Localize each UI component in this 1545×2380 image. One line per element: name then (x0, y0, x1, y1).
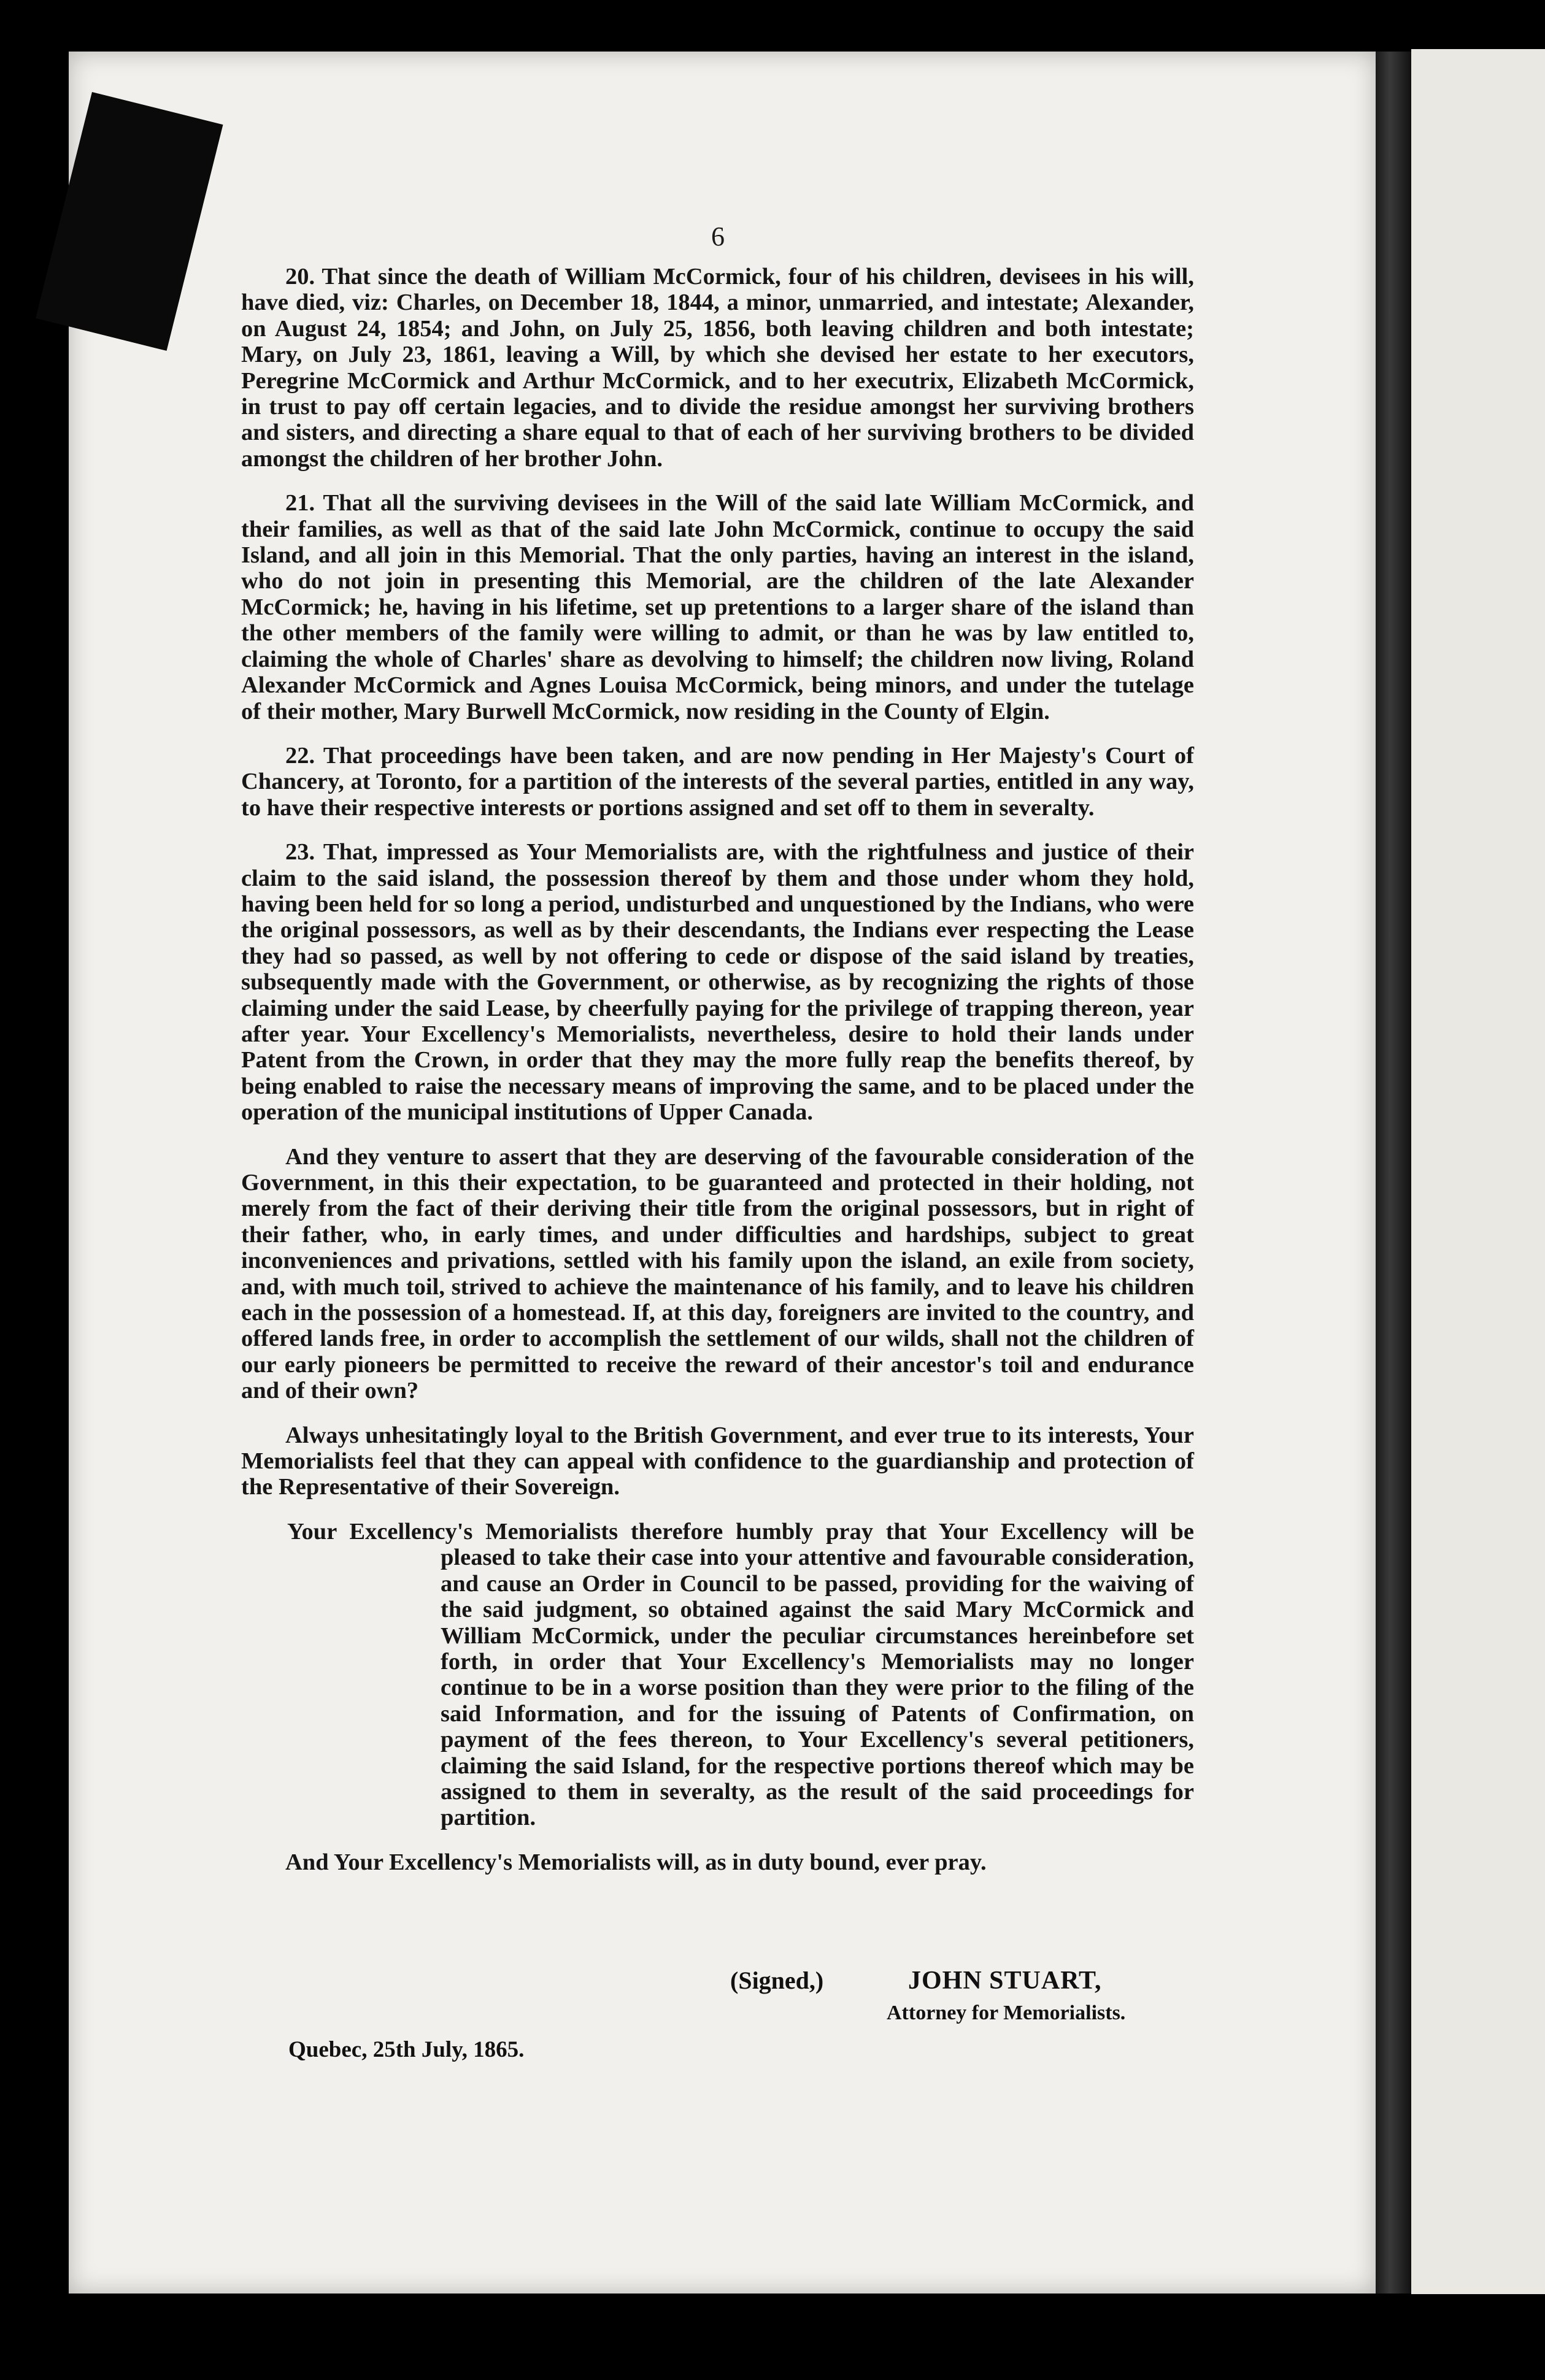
closing-line: And Your Excellency's Memorialists will, as in duty bound, ever pray. (285, 1849, 987, 1875)
paragraph-22: 22. That proceedings have been taken, and are now pending in Her Majesty's Court of Chancery, at Toronto, for a partition of the interests of the several parties, entitled in any way, to have their respective interests or portions assigned and set off to them in severalty. (241, 742, 1194, 821)
signatory-title: Attorney for Memorialists. (887, 2002, 1126, 2024)
date-line: Quebec, 25th July, 1865. (288, 2037, 525, 2062)
signature-block (730, 1966, 1196, 2040)
page-gutter (1376, 52, 1411, 2294)
paragraph-21: 21. That all the surviving devisees in the Will of the said late William McCormick, and their families, as well as that of the said late John McCormick, continue to occupy the said Island, and all join in this Memorial. That the only parties, having an interest in the island, who do not join in presenting this Memorial, are the children of the late Alexander McCormick; he, having in his lifetime, set up pretentions to a larger share of the island than the other members of the family were willing to admit, or than he was by law entitled to, claiming the whole of Charles' share as devolving to himself; the children now living, Roland Alexander McCormick and Agnes Louisa McCormick, being minors, and under the tutelage of their mother, Mary Burwell McCormick, now residing in the County of Elgin. (241, 490, 1194, 724)
prayer-paragraph: Your Excellency's Memorialists therefore humbly pray that Your Excellency will be pleased to take their case into your attentive and favourable consideration, and cause an Order in Council to be passed, providing for the waiving of the said judgment, so obtained against the said Mary McCormick and William McCormick, under the peculiar circumstances hereinbefore set forth, in order that Your Excellency's Memorialists may no longer continue to be in a worse position than they were prior to the filing of the said Information, and for the issuing of Patents of Confirmation, on payment of the fees thereon, to Your Excellency's several petitioners, claiming the said Island, for the respective portions thereof which may be assigned to them in severalty, as the result of the said proceedings for partition. (287, 1518, 1194, 1831)
memorial-body (241, 264, 1194, 1894)
paragraph-loyalty: Always unhesitatingly loyal to the British Government, and ever true to its interests, Your Memorialists feel that they can appeal with confidence to the guardianship and protection of the Representative of their Sovereign. (241, 1422, 1194, 1500)
adjacent-page (1411, 49, 1545, 2294)
paragraph-deserving: And they venture to assert that they are deserving of the favourable consideration of the Government, in this their expectation, to be guaranteed and protected in their holding, not merely from the fact of their deriving their title from the original possessors, but in right of their father, who, in early times, and under difficulties and hardships, subject to great inconveniences and privations, settled with his family upon the island, an exile from society, and, with much toil, strived to achieve the maintenance of his family, and to leave his children each in the possession of a homestead. If, at this day, foreigners are invited to the country, and offered lands free, in order to accomplish the settlement of our wilds, shall not the children of our early pioneers be permitted to receive the reward of their ancestor's toil and endurance and of their own? (241, 1143, 1194, 1404)
signatory-name: JOHN STUART, (908, 1967, 1102, 1995)
paragraph-20: 20. That since the death of William McCormick, four of his children, devisees in his will, have died, viz: Charles, on December 18, 1844, a minor, unmarried, and intestate; Alexander, on August 24, 1854; and John, on July 25, 1856, both leaving children and both intestate; Mary, on July 23, 1861, leaving a Will, by which she devised her estate to her executors, Peregrine McCormick and Arthur McCormick, and to her executrix, Elizabeth McCormick, in trust to pay off certain legacies, and to divide the residue amongst her surviving brothers and sisters, and directing a share equal to that of each of her surviving brothers to be divided amongst the children of her brother John. (241, 264, 1194, 472)
paragraph-23: 23. That, impressed as Your Memorialists are, with the rightfulness and justice of their claim to the said island, the possession thereof by them and those under whom they hold, having been held for so long a period, undisturbed and unquestioned by the Indians, who were the original possessors, as well as by their descendants, the Indians ever respecting the Lease they had so passed, as well by not offering to cede or dispose of the said island by treaties, subsequently made with the Government, or otherwise, as by recognizing the rights of those claiming under the said Lease, by cheerfully paying for the privilege of trapping thereon, year after year. Your Excellency's Memorialists, nevertheless, desire to hold their lands under Patent from the Crown, in order that they may the more fully reap the benefits thereof, by being enabled to raise the necessary means of improving the same, and to be placed under the operation of the municipal institutions of Upper Canada. (241, 839, 1194, 1126)
page-number: 6 (711, 221, 725, 251)
signed-label: (Signed,) (730, 1967, 824, 1994)
